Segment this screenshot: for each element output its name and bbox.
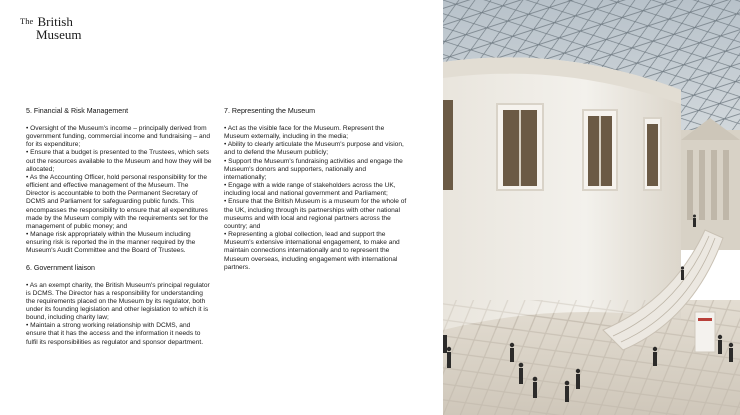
section-heading: 7. Representing the Museum — [224, 107, 316, 115]
logo-british: British — [37, 14, 73, 29]
bullet: • Maintain a strong working relationship with DCMS, and ensure that it has the access and the information it needs to fulfil its responsibilities as regulator and sponsor department. — [26, 322, 204, 346]
bullet: • Manage risk appropriately within the Museum including ensuring risk is reported the in the manner required by the Museum's Audit Committee and the Board of Trustees. — [26, 231, 196, 255]
bullet: • Ensure that the British Museum is a museum for the whole of the UK, including through its partnerships with other national museums and with local and regional partners across the country; and — [224, 198, 407, 230]
logo-museum: Museum — [36, 27, 82, 42]
section-heading: 5. Financial & Risk Management — [26, 107, 129, 115]
british-museum-logo — [20, 15, 82, 41]
section-government — [26, 264, 212, 347]
bullet: • As the Accounting Officer, hold personal responsibility for the efficient and effective management of the Museum. The Director is accountable to both the Permanent Secretary of DCMS and Parliament for safeguarding public funds. This encompasses the responsibility to ensure that all expenditures made by the Museum comply with the requirements set for the management of public money; and — [26, 173, 209, 230]
bullet: • Support the Museum's fundraising activities and engage the Museum's donors and supporters, nationally and internationally; — [224, 157, 403, 181]
bullet: • Engage with a wide range of stakeholders across the UK, including local and national government and Parliament; — [224, 182, 396, 198]
section-financial — [26, 107, 212, 256]
section-heading: 6. Government liaison — [26, 263, 96, 272]
bullet: • Ensure that a budget is presented to the Trustees, which sets out the resources available to the Museum and how they will be allocated; — [26, 149, 212, 173]
bullet: • Ability to clearly articulate the Museum's purpose and vision, and to defend the Museum publicly; — [224, 141, 404, 157]
great-court-photo — [443, 0, 740, 415]
left-column — [26, 107, 212, 355]
bullet: • Act as the visible face for the Museum. Represent the Museum externally, including in the media; — [224, 125, 385, 141]
right-column — [224, 107, 409, 280]
bullet: • As an exempt charity, the British Museum's principal regulator is DCMS. The Director has a responsibility for understanding the requirements placed on the Museum by its regulator, both under its founding legislation and other legislation to which it is bound, including charity law; — [26, 281, 210, 322]
logo-the: The — [20, 16, 34, 26]
bullet: • Oversight of the Museum's income – principally derived from government funding, commercial income and fundraising – and for its expenditure; — [26, 125, 210, 149]
great-court-illustration — [443, 0, 740, 415]
bullet: • Representing a global collection, lead and support the Museum's extensive international engagement, to make and maintain connections internationally and to represent the Museum overseas, including engagement with international partners. — [224, 231, 400, 271]
section-representing — [224, 107, 409, 272]
